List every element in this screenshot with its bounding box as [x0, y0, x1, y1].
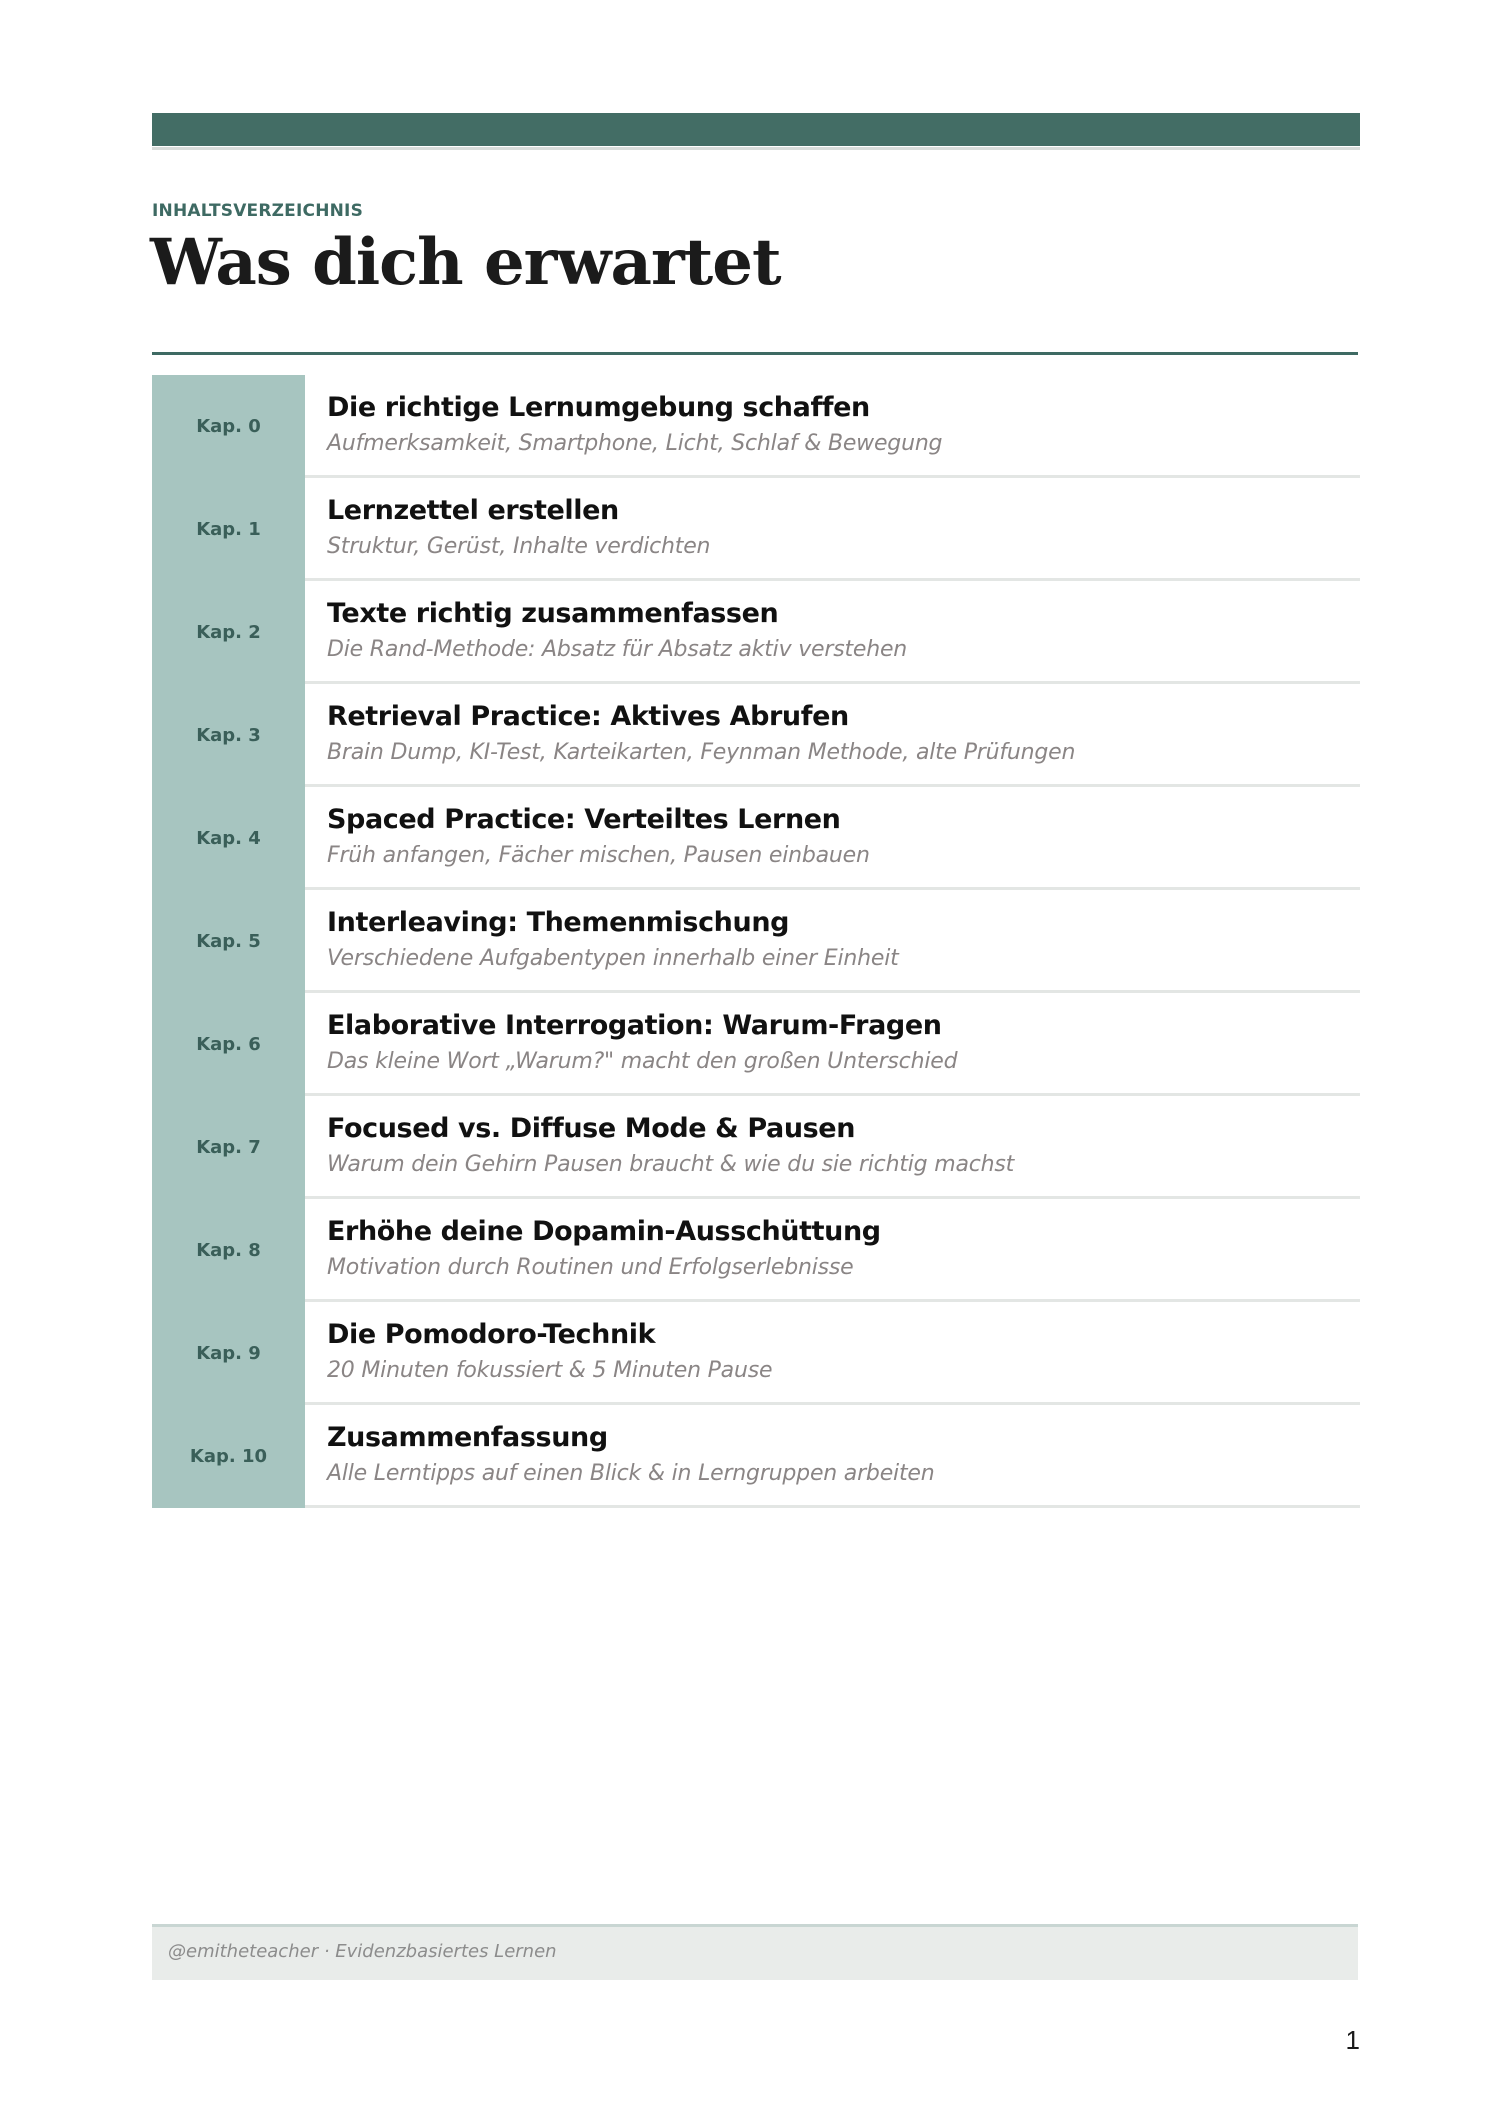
chapter-number: Kap. 2 [152, 581, 305, 684]
chapter-title: Elaborative Interrogation: Warum-Fragen [327, 1010, 942, 1041]
toc-entry [305, 375, 1360, 475]
chapter-title: Spaced Practice: Verteiltes Lernen [327, 804, 841, 835]
chapter-number: Kap. 5 [152, 890, 305, 993]
chapter-number: Kap. 8 [152, 1199, 305, 1302]
chapter-number: Kap. 6 [152, 993, 305, 1096]
chapter-title: Zusammenfassung [327, 1422, 608, 1453]
chapter-number: Kap. 4 [152, 787, 305, 890]
chapter-title: Retrieval Practice: Aktives Abrufen [327, 701, 849, 732]
chapter-number: Kap. 3 [152, 684, 305, 787]
chapter-subtitle: Struktur, Gerüst, Inhalte verdichten [327, 534, 711, 559]
toc-row-kap-7[interactable] [152, 1096, 1360, 1199]
chapter-number: Kap. 0 [152, 375, 305, 478]
page-title: Was dich erwartet [150, 225, 781, 300]
chapter-title: Texte richtig zusammenfassen [327, 598, 779, 629]
toc-entry [305, 1096, 1360, 1196]
toc-row-kap-2[interactable] [152, 581, 1360, 684]
table-of-contents [152, 375, 1360, 1508]
chapter-title: Die Pomodoro-Technik [327, 1319, 656, 1350]
toc-row-kap-4[interactable] [152, 787, 1360, 890]
toc-row-kap-0[interactable] [152, 375, 1360, 478]
toc-entry [305, 478, 1360, 578]
toc-entry [305, 1405, 1360, 1505]
chapter-subtitle: Alle Lerntipps auf einen Blick & in Lerngruppen arbeiten [327, 1461, 935, 1486]
chapter-number: Kap. 10 [152, 1405, 305, 1508]
toc-row-kap-6[interactable] [152, 993, 1360, 1096]
toc-entry [305, 1302, 1360, 1402]
chapter-subtitle: Die Rand-Methode: Absatz für Absatz aktiv verstehen [327, 637, 908, 662]
toc-entry [305, 684, 1360, 784]
page-footer [152, 1924, 1358, 1980]
chapter-number: Kap. 7 [152, 1096, 305, 1199]
header-bar [152, 113, 1360, 146]
chapter-subtitle: Aufmerksamkeit, Smartphone, Licht, Schlaf & Bewegung [327, 431, 943, 456]
chapter-title: Lernzettel erstellen [327, 495, 619, 526]
toc-entry [305, 1199, 1360, 1299]
toc-entry [305, 993, 1360, 1093]
toc-entry [305, 787, 1360, 887]
toc-row-kap-10[interactable] [152, 1405, 1360, 1508]
page-number: 1 [1345, 2025, 1360, 2055]
chapter-subtitle: Verschiedene Aufgabentypen innerhalb einer Einheit [327, 946, 899, 971]
toc-row-kap-8[interactable] [152, 1199, 1360, 1302]
toc-entry [305, 890, 1360, 990]
title-divider [152, 352, 1358, 355]
chapter-title: Focused vs. Diffuse Mode & Pausen [327, 1113, 856, 1144]
chapter-number: Kap. 9 [152, 1302, 305, 1405]
section-eyebrow: INHALTSVERZEICHNIS [152, 201, 364, 221]
chapter-title: Interleaving: Themenmischung [327, 907, 790, 938]
footer-credit: @emitheteacher · Evidenzbasiertes Lernen [168, 1941, 557, 1962]
toc-entry [305, 581, 1360, 681]
chapter-subtitle: Warum dein Gehirn Pausen braucht & wie du sie richtig machst [327, 1152, 1015, 1177]
toc-row-kap-9[interactable] [152, 1302, 1360, 1405]
chapter-subtitle: Das kleine Wort „Warum?" macht den großen Unterschied [327, 1049, 958, 1074]
chapter-number: Kap. 1 [152, 478, 305, 581]
toc-row-kap-5[interactable] [152, 890, 1360, 993]
toc-row-kap-1[interactable] [152, 478, 1360, 581]
chapter-subtitle: Motivation durch Routinen und Erfolgserlebnisse [327, 1255, 854, 1280]
chapter-subtitle: 20 Minuten fokussiert & 5 Minuten Pause [327, 1358, 773, 1383]
chapter-subtitle: Brain Dump, KI-Test, Karteikarten, Feynman Methode, alte Prüfungen [327, 740, 1076, 765]
chapter-title: Erhöhe deine Dopamin-Ausschüttung [327, 1216, 881, 1247]
header-bar-rule [152, 147, 1360, 150]
chapter-title: Die richtige Lernumgebung schaffen [327, 392, 870, 423]
toc-row-kap-3[interactable] [152, 684, 1360, 787]
chapter-subtitle: Früh anfangen, Fächer mischen, Pausen einbauen [327, 843, 870, 868]
